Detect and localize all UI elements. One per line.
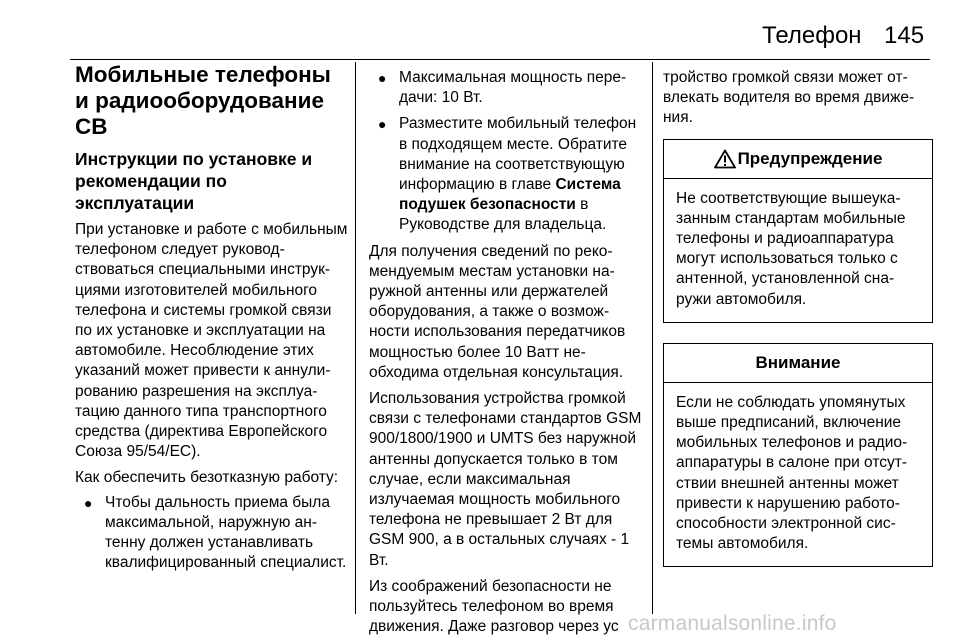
bullet-item-power [369,68,644,108]
section-heading: Мобильные телефоны и радиооборудование СВ [75,62,331,139]
caution-box [663,343,933,568]
column-divider-2 [652,62,653,614]
column-divider-1 [355,62,356,614]
column-3 [663,62,933,567]
bullet-text: Чтобы дальность приема была максимальной, наружную антенну должен устанавливать квалифицированный специалист. [105,493,347,572]
warning-header [664,140,932,179]
paragraph-installation: При установке и работе с мобильным телефоном следует руководствоваться специальными инструкциями изготовителей мобильного телефона и системы громкой связи по их установке и эксплуатации на автомобиле. Несоблюдение этих указаний может привести к аннулированию разрешения на эксплуатацию данного типа транспортного средства (директива Европейского Союза 95/54/EC). [75,221,348,461]
paragraph-gsm: Использования устройства громкой связи с телефонами стандартов GSM 900/1800/1900 и UMTS без наружной антенны допускается только в том случае, если максимальная излучаемая мощность мобильного телефона не превышает 2 Вт для GSM 900, а в остальных случаях - 1 Вт. [369,390,642,569]
paragraph-consultation: Для получения сведений по рекомендуемым местам установки наружной антенны или держателей оборудования, а также о возможности использования передатчиков мощностью более 10 Ватт необходима отдельная консультация. [369,242,626,381]
warning-text: Не соответствующие вышеуказанным стандартам мобильные телефоны и радиоаппаратура могут использоваться только с антенной, установленной снаружи автомобиля. [676,189,906,308]
warning-box [663,139,933,323]
column-2 [369,62,644,637]
watermark: carmanualsonline.info [628,612,837,635]
bold-reference: Система подушек безопасности [399,176,621,214]
bullet-icon: ● [84,494,93,511]
bullet-icon: ● [378,116,387,133]
bullet-text-end: в Руководстве для владельца. [399,196,607,234]
paragraph-safety: Из соображений безопасности не пользуйтесь телефоном во время движения. Даже разговор через ус [369,577,619,636]
caution-text: Если не соблюдать упомянутых выше предписаний, включение мобильных телефонов и радиоаппаратуры в салоне при отсутствии внешней антенны может привести к нарушению работоспособности электронной системы автомобиля. [676,393,908,553]
caution-header [664,344,932,383]
bullet-item-placement [369,114,644,235]
paragraph-how-to: Как обеспечить безотказную работу: [75,469,339,487]
column-1 [75,62,350,573]
paragraph-continued: тройство громкой связи может отвлекать водителя во время движения. [663,69,915,127]
bullet-text: Максимальная мощность передачи: 10 Вт. [399,69,627,107]
caution-title: Внимание [755,352,841,372]
subsection-heading: Инструкции по установке и рекомендации по эксплуатации [75,149,313,213]
header-rule [70,59,930,60]
warning-triangle-icon [714,149,736,169]
warning-title: Предупреждение [737,148,883,168]
bullet-text: Разместите мобильный телефон в подходящем месте. Обратите внимание на соответствующую информацию в главе [399,115,637,194]
bullet-item-antenna [75,493,350,574]
page-number: 145 [884,22,925,49]
page-header-title: Телефон [762,22,862,49]
bullet-icon: ● [378,70,387,86]
